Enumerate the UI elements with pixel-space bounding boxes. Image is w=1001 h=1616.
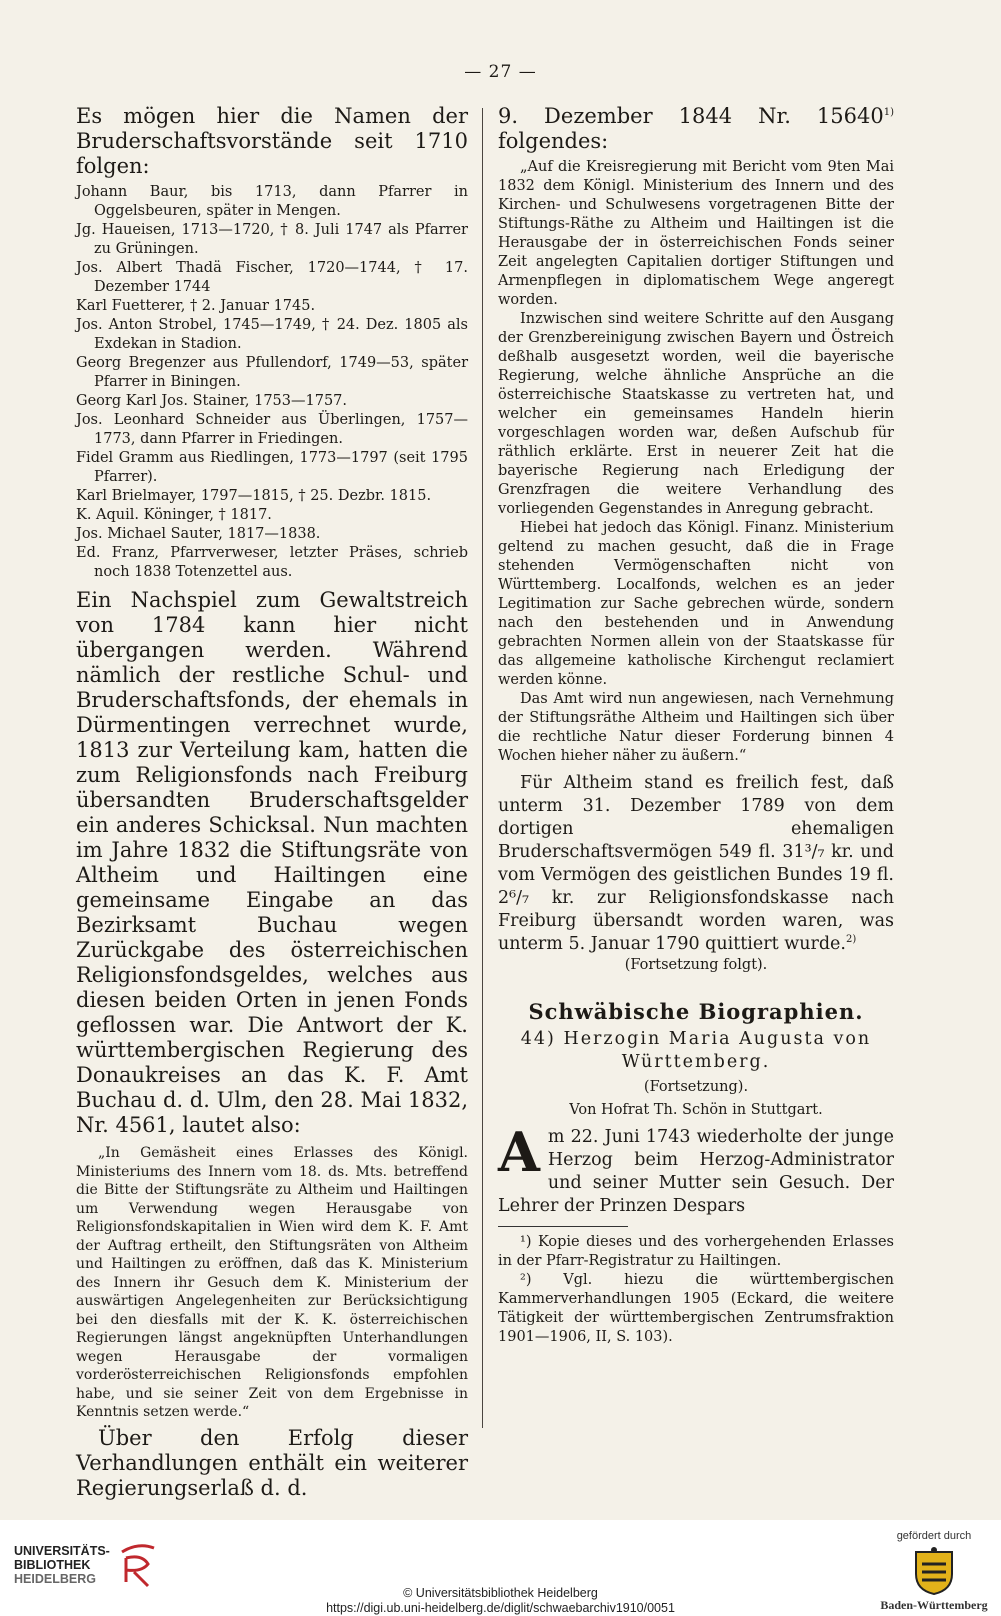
names-list <box>76 183 468 582</box>
university-library-logo[interactable] <box>14 1542 158 1588</box>
footer-bar <box>0 1520 1001 1616</box>
footnote-rule <box>498 1226 628 1227</box>
list-item: Karl Fuetterer, † 2. Januar 1745. <box>76 298 316 314</box>
decree-opening-text: 9. Dezember 1844 Nr. 15640 <box>498 104 884 128</box>
biography-text <box>498 1120 894 1218</box>
altheim-text: Für Altheim stand es freilich fest, daß unterm 31. Dezember 1789 von dem dortigen ehemaligen Bruderschaftsvermögen 549 fl. 31³/₇ kr. und vom Vermögen des geistlichen Bundes 19 fl. 2⁶/₇ kr. zur Religionsfondskasse nach Freiburg übersandt worden waren, was unterm 5. Januar 1790 quittiert wurde. <box>498 773 894 954</box>
list-item: Jos. Leonhard Schneider aus Überlingen, 1757—1773, dann Pfarrer in Friedingen. <box>76 412 468 447</box>
biography-continuation: (Fortsetzung). <box>643 1079 749 1095</box>
biography-author: Von Hofrat Th. Schön in Stuttgart. <box>569 1102 823 1118</box>
column-divider <box>482 108 483 1428</box>
library-name-line1: UNIVERSITÄTS- <box>14 1544 110 1558</box>
coat-of-arms-icon <box>912 1546 956 1596</box>
footnote-ref-2: 2) <box>845 934 857 946</box>
footnote-2: ²) Vgl. hiezu die württembergischen Kammerverhandlungen 1905 (Eckard, die weitere Tätigkeit der württembergischen Zentrumsfraktion 1901—1906, II, S. 103). <box>498 1272 894 1345</box>
footnote-1: ¹) Kopie dieses und des vorhergehenden Erlasses in der Pfarr-Registratur zu Hailtingen. <box>498 1234 894 1269</box>
list-item: Jos. Michael Sauter, 1817—1838. <box>76 526 321 542</box>
names-intro: Es mögen hier die Namen der Bruderschaftsvorstände seit 1710 folgen: <box>76 104 468 178</box>
left-column <box>76 104 468 1501</box>
continued-note: (Fortsetzung folgt). <box>624 957 768 973</box>
drop-cap: A <box>498 1120 540 1184</box>
permalink-url[interactable]: https://digi.ub.uni-heidelberg.de/diglit/schwaebarchiv1910/0051 <box>326 1601 675 1615</box>
decree-quote-3: Hiebei hat jedoch das Königl. Finanz. Ministerium geltend zu machen gesucht, daß die in Frage stehenden Vermögenschaften nicht von Württemberg. Localfonds, welchen es an jeder Legitimation zur Sache gebrechen würde, sondern nach den bestehenden und in Anwendung gebrachten Normen allein von der Staatskasse für das allgemeine katholische Kirchengut reclamiert werden könne. <box>498 520 894 688</box>
section-heading: Schwäbische Biographien. <box>528 999 864 1024</box>
main-paragraph: Ein Nachspiel zum Gewaltstreich von 1784 kann hier nicht übergangen werden. Während nämlich der restliche Schul- und Bruderschaftsfonds, der ehemals in Dürmentingen verrechnet wurde, 1813 zur Verteilung kam, hatten die zum Religionsfonds nach Freiburg übersandten Bruderschaftsgelder ein anderes Schicksal. Nun machten im Jahre 1832 die Stiftungsräte von Altheim und Hailtingen eine gemeinsame Eingabe an das Bezirksamt Buchau wegen Zurückgabe des österreichischen Religionsfondsgeldes, welches aus diesen beiden Orten in jenen Fonds geflossen war. Die Antwort der K. württembergischen Regierung des Donaukreises an das K. F. Amt Buchau d. d. Ulm, den 28. Mai 1832, Nr. 4561, lautet also: <box>76 588 468 1137</box>
footnote-ref-1: 1) <box>883 107 894 118</box>
decree-quote-1: „Auf die Kreisregierung mit Bericht vom 9ten Mai 1832 dem Königl. Ministerium des Innern und des Kirchen- und Schulwesens vorgetragenen Bitte der Stiftungs-Räthe zu Altheim und Hailtingen ist die Herausgabe der in österreichischen Fonds seiner Zeit angelegten Capitalien dortiger Stiftungen und Armenpflegen in diplomatischem Wege angeregt worden. <box>498 159 894 308</box>
decree-quote: „In Gemäsheit eines Erlasses des Königl. Ministeriums des Innern vom 18. ds. Mts. betreffend die Bitte der Stiftungsräte zu Altheim und Hailtingen um Verwendung wegen Herausgabe von Religionsfondskapitalien in Wien wird dem K. F. Amt der Auftrag ertheilt, den Stiftungsräten von Altheim und Hailtingen zu eröffnen, daß das K. Ministerium des Innern ihr Gesuch dem K. Ministerium der auswärtigen Angelegenheiten zur Berücksichtigung bei den diesfalls mit der K. K. österreichischen Regierungen längst angeknüpften Unterhandlungen wegen Herausgabe der vormaligen vorderösterreichischen Religionsfonds empfohlen habe, und sie seiner Zeit von dem Ergebnisse in Kenntnis setzen werde.“ <box>76 1145 468 1420</box>
library-name-line2: BIBLIOTHEK <box>14 1558 91 1572</box>
biography-title: 44) Herzogin Maria Augusta von Württemberg. <box>520 1029 872 1072</box>
page-number: — 27 — <box>464 62 537 82</box>
list-item: Georg Bregenzer aus Pfullendorf, 1749—53, später Pfarrer in Biningen. <box>76 355 468 390</box>
library-name <box>14 1544 110 1586</box>
decree-opening-tail: folgendes: <box>498 129 609 153</box>
footer-citation <box>0 1586 1001 1616</box>
biography-body: m 22. Juni 1743 wiederholte der junge Herzog beim Herzog-Administrator und seiner Mutter sein Gesuch. Der Lehrer der Prinzen Despars <box>498 1127 894 1216</box>
list-item: Johann Baur, bis 1713, dann Pfarrer in Oggelsbeuren, später in Mengen. <box>76 184 468 219</box>
decree-quote-2: Inzwischen sind weitere Schritte auf den Ausgang der Grenzbereinigung zwischen Bayern und Östreich deßhalb ausgesetzt worden, weil die bayerische Regierung, welche ähnliche Ansprüche an die österreichische Staatskasse zu vertreten hat, und welcher ein gemeinsames Handeln hierin vorgeschlagen worden war, deßen Aufschub für räthlich erklärte. Erst in neuerer Zeit hat die bayerische Regierung nach Erledigung der Grenzfragen die weitere Verhandlung des vorliegenden Gegenstandes in Anregung gebracht. <box>498 311 894 517</box>
closing-paragraph: Über den Erfolg dieser Verhandlungen enthält ein weiterer Regierungserlaß d. d. <box>76 1425 468 1500</box>
funder-logo[interactable] <box>879 1530 989 1613</box>
list-item: Jg. Haueisen, 1713—1720, † 8. Juli 1747 als Pfarrer zu Grüningen. <box>76 222 468 257</box>
list-item: Jos. Anton Strobel, 1745—1749, † 24. Dez. 1805 als Exdekan in Stadion. <box>76 317 468 352</box>
library-mark-icon <box>118 1542 158 1588</box>
list-item: Ed. Franz, Pfarrverweser, letzter Präses, schrieb noch 1838 Totenzettel aus. <box>76 545 468 580</box>
library-name-line3: HEIDELBERG <box>14 1572 96 1586</box>
funded-by-text: gefördert durch <box>896 1530 972 1542</box>
list-item: K. Aquil. Köninger, † 1817. <box>76 507 272 523</box>
copyright-text: © Universitätsbibliothek Heidelberg <box>403 1586 598 1600</box>
list-item: Karl Brielmayer, 1797—1815, † 25. Dezbr. 1815. <box>76 488 432 504</box>
list-item: Georg Karl Jos. Stainer, 1753—1757. <box>76 393 348 409</box>
list-item: Fidel Gramm aus Riedlingen, 1773—1797 (seit 1795 Pfarrer). <box>76 450 468 485</box>
decree-quote-4: Das Amt wird nun angewiesen, nach Vernehmung der Stiftungsräthe Altheim und Hailtingen sich über die rechtliche Natur dieser Forderung binnen 4 Wochen hieher näher zu äußern.“ <box>498 691 894 764</box>
right-column <box>498 104 894 1347</box>
list-item: Jos. Albert Thadä Fischer, 1720—1744, † 17. Dezember 1744 <box>76 260 468 295</box>
altheim-paragraph <box>498 772 894 956</box>
funder-name: Baden-Württemberg <box>880 1598 988 1612</box>
decree-opening <box>498 104 894 154</box>
